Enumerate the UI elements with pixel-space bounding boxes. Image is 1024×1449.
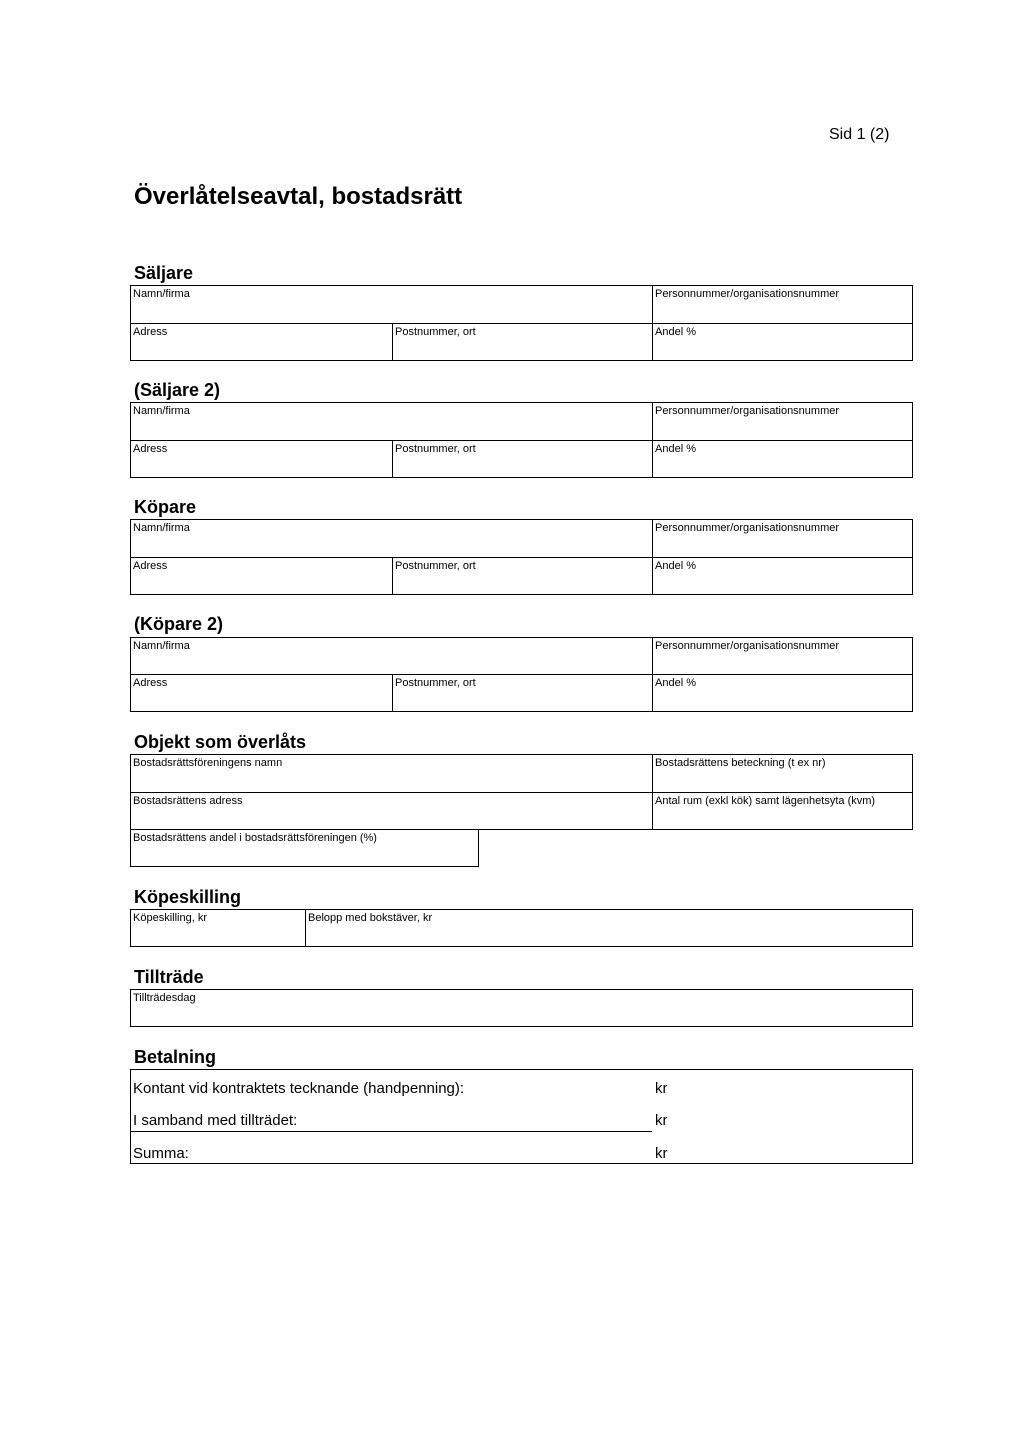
buyer-address-field[interactable] <box>131 558 392 595</box>
page-number: Sid 1 (2) <box>829 126 890 143</box>
section-heading-payment: Betalning <box>134 1047 217 1067</box>
field-label: Bostadsrättsföreningens namn <box>133 757 283 769</box>
seller2-id-number-field[interactable] <box>653 403 913 440</box>
payment-row-unit: kr <box>655 1145 668 1162</box>
section-heading-access: Tillträde <box>134 967 204 987</box>
field-label: Namn/firma <box>133 522 190 534</box>
field-label: Personnummer/organisationsnummer <box>655 640 840 652</box>
buyer2-name-field[interactable] <box>131 638 652 674</box>
field-label: Postnummer, ort <box>395 677 476 689</box>
payment-row-unit: kr <box>655 1112 668 1129</box>
price-form-box <box>130 909 913 947</box>
buyer-postal-field[interactable] <box>393 558 652 595</box>
object-form-box <box>130 754 913 830</box>
seller-address-field[interactable] <box>131 324 392 361</box>
payment-total-field[interactable] <box>131 1133 912 1163</box>
section-heading-seller: Säljare <box>134 263 194 283</box>
field-label: Andel % <box>655 677 696 689</box>
seller-form-box <box>130 285 913 361</box>
field-label: Antal rum (exkl kök) samt lägenhetsyta (kvm) <box>655 795 876 807</box>
payment-form-box <box>130 1069 913 1164</box>
field-label: Andel % <box>655 443 696 455</box>
document-title: Överlåtelseavtal, bostadsrätt <box>134 183 463 210</box>
field-label: Belopp med bokstäver, kr <box>308 912 433 924</box>
field-label: Namn/firma <box>133 288 190 300</box>
payment-row-label: Summa: <box>133 1145 189 1162</box>
buyer2-share-field[interactable] <box>653 675 913 712</box>
field-label: Köpeskilling, kr <box>133 912 207 924</box>
field-label: Adress <box>133 326 168 338</box>
payment-row-label: I samband med tillträdet: <box>133 1112 298 1129</box>
field-label: Postnummer, ort <box>395 443 476 455</box>
section-heading-buyer2: (Köpare 2) <box>134 614 224 634</box>
section-heading-seller2: (Säljare 2) <box>134 380 221 400</box>
field-label: Adress <box>133 560 168 572</box>
field-label: Postnummer, ort <box>395 326 476 338</box>
payment-row-unit: kr <box>655 1080 668 1097</box>
field-label: Andel % <box>655 560 696 572</box>
section-heading-object: Objekt som överlåts <box>134 732 307 752</box>
seller2-postal-field[interactable] <box>393 441 652 478</box>
apartment-address-field[interactable] <box>131 793 652 830</box>
buyer2-postal-field[interactable] <box>393 675 652 712</box>
field-label: Adress <box>133 443 168 455</box>
rooms-area-field[interactable] <box>653 793 913 830</box>
field-label: Postnummer, ort <box>395 560 476 572</box>
seller2-name-field[interactable] <box>131 403 652 440</box>
apartment-designation-field[interactable] <box>653 755 913 792</box>
price-words-field[interactable] <box>306 910 912 946</box>
buyer2-id-number-field[interactable] <box>653 638 913 674</box>
association-name-field[interactable] <box>131 755 652 792</box>
payment-deposit-field[interactable] <box>131 1070 912 1100</box>
field-label: Namn/firma <box>133 405 190 417</box>
seller-share-field[interactable] <box>653 324 913 361</box>
buyer-form-box <box>130 519 913 595</box>
buyer2-form-box <box>130 637 913 712</box>
field-label: Personnummer/organisationsnummer <box>655 522 840 534</box>
section-heading-price: Köpeskilling <box>134 887 242 907</box>
association-share-field[interactable] <box>130 829 479 867</box>
seller2-share-field[interactable] <box>653 441 913 478</box>
field-label: Bostadsrättens andel i bostadsrättsföreningen (%) <box>133 832 377 844</box>
buyer2-address-field[interactable] <box>131 675 392 712</box>
field-label: Personnummer/organisationsnummer <box>655 405 840 417</box>
price-amount-field[interactable] <box>131 910 305 946</box>
field-label: Tillträdesdag <box>133 992 196 1004</box>
field-label: Adress <box>133 677 168 689</box>
seller-name-field[interactable] <box>131 286 652 323</box>
access-date-field[interactable] <box>130 989 913 1027</box>
seller2-form-box <box>130 402 913 478</box>
seller-postal-field[interactable] <box>393 324 652 361</box>
field-label: Namn/firma <box>133 640 190 652</box>
buyer-share-field[interactable] <box>653 558 913 595</box>
field-label: Andel % <box>655 326 696 338</box>
payment-on-access-field[interactable] <box>131 1101 912 1132</box>
payment-row-label: Kontant vid kontraktets tecknande (handpenning): <box>133 1080 465 1097</box>
seller-id-number-field[interactable] <box>653 286 913 323</box>
field-label: Personnummer/organisationsnummer <box>655 288 840 300</box>
field-label: Bostadsrättens beteckning (t ex nr) <box>655 757 826 769</box>
buyer-id-number-field[interactable] <box>653 520 913 557</box>
buyer-name-field[interactable] <box>131 520 652 557</box>
field-label: Bostadsrättens adress <box>133 795 243 807</box>
seller2-address-field[interactable] <box>131 441 392 478</box>
section-heading-buyer: Köpare <box>134 497 197 517</box>
